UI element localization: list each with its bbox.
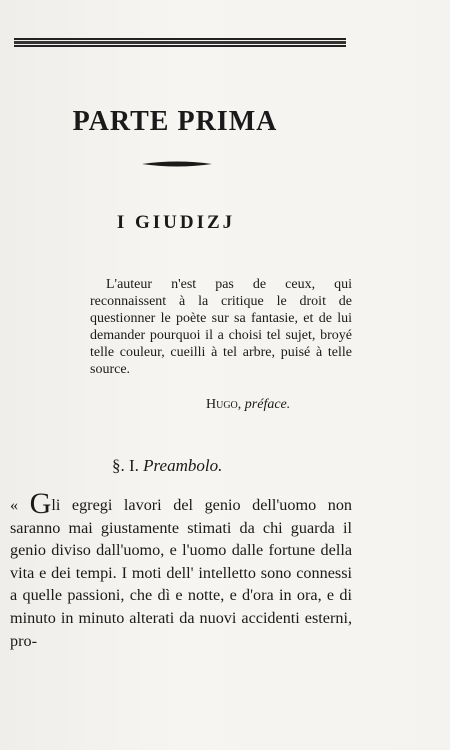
body-paragraph [10,487,353,652]
ornament-rule [142,160,212,168]
epigraph [90,276,352,378]
epigraph-work: préface. [244,397,291,412]
body-text: li egregi lavori del genio dell'uomo non saranno mai giustamente stimati da chi guarda il genio diviso dall'uomo, e l'uomo dalle fortune della vita e dei tempi. I moti dell' intelletto sono connessi a quelle passioni, che dì e notte, e d'ora in ora, e di minuto in minuto alterati da nuovi accidenti esterni, pro- [10,496,353,650]
top-double-rule [14,38,346,47]
epigraph-author: Hugo [206,397,238,412]
opening-quote-mark: « [10,496,19,514]
subsection-number: §. I. [112,456,139,475]
subsection-heading [112,456,222,476]
epigraph-attribution [206,397,290,413]
epigraph-text: L'auteur n'est pas de ceux, qui reconnaissent à la critique le droit de questionner le poète sur sa fantasie, et de lui demander pourquoi il a choisi tel sujet, broyé telle couleur, cueilli à tel arbre, puisé à telle source. [90,277,352,377]
initial-letter: G [29,487,52,520]
subsection-title: Preambolo. [143,456,223,475]
attribution-separator: , [237,397,242,412]
section-title: I GIUDIZJ [116,212,236,233]
part-title: PARTE PRIMA [72,106,278,137]
